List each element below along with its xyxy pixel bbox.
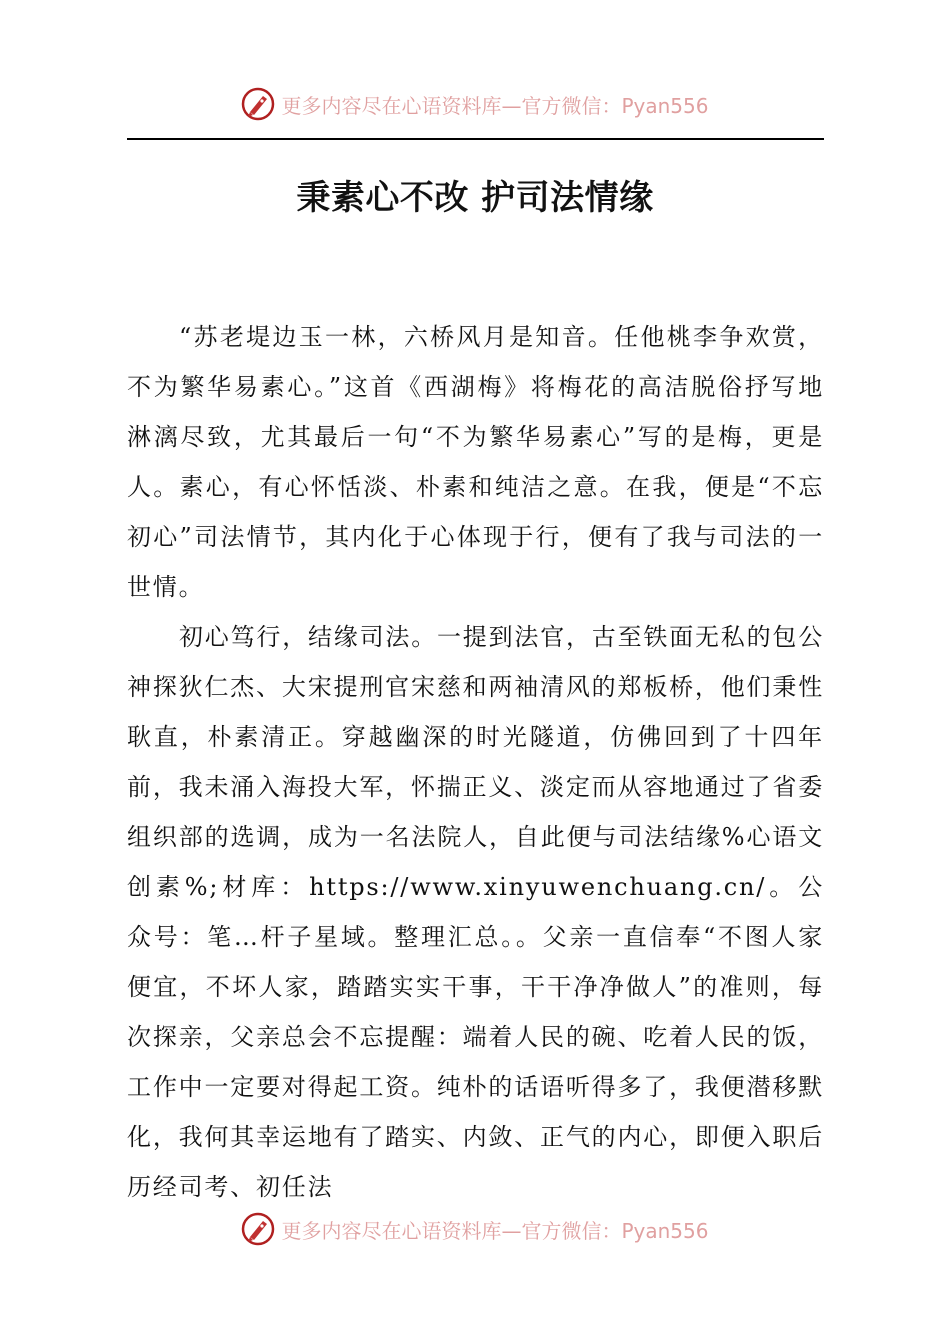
footer-banner-text: 更多内容尽在心语资料库—官方微信：Pyan556 (281, 1218, 709, 1243)
pen-nib-logo-icon (241, 87, 275, 121)
paragraph-2: 初心笃行，结缘司法。一提到法官，古至铁面无私的包公神探狄仁杰、大宋提刑官宋慈和两袖清风的郑板桥，他们秉性耿直，朴素清正。穿越幽深的时光隧道，仿佛回到了十四年前，我未涌入海投大军，怀揣正义、淡定而从容地通过了省委组织部的选调，成为一名法院人，自此便与司法结缘%心语文创素%;材库：https://www.xinyuwenchuang.cn/。公众号：笔…杆子星域。整理汇总。。父亲一直信奉“不图人家便宜，不坏人家，踏踏实实干事，干干净净做人”的准则，每次探亲，父亲总会不忘提醒：端着人民的碗、吃着人民的饭，工作中一定要对得起工资。纯朴的话语听得多了，我便潜移默化，我何其幸运地有了踏实、内敛、正气的内心，即便入职后历经司考、初任法 (127, 623, 824, 1201)
header-banner-text: 更多内容尽在心语资料库—官方微信：Pyan556 (281, 93, 709, 118)
header-divider (127, 138, 824, 140)
document-title: 秉素心不改 护司法情缘 (296, 178, 654, 218)
footer-banner (0, 1207, 950, 1251)
paragraph-1: “苏老堤边玉一林，六桥风月是知音。任他桃李争欢赏，不为繁华易素心。”这首《西湖梅》将梅花的高洁脱俗抒写地淋漓尽致，尤其最后一句“不为繁华易素心”写的是梅，更是人。素心，有心怀恬淡、朴素和纯洁之意。在我，便是“不忘初心”司法情节，其内化于心体现于行，便有了我与司法的一世情。 (127, 323, 824, 601)
header-banner (0, 82, 950, 126)
pen-nib-logo-icon (241, 1212, 275, 1246)
document-body (127, 312, 824, 1212)
